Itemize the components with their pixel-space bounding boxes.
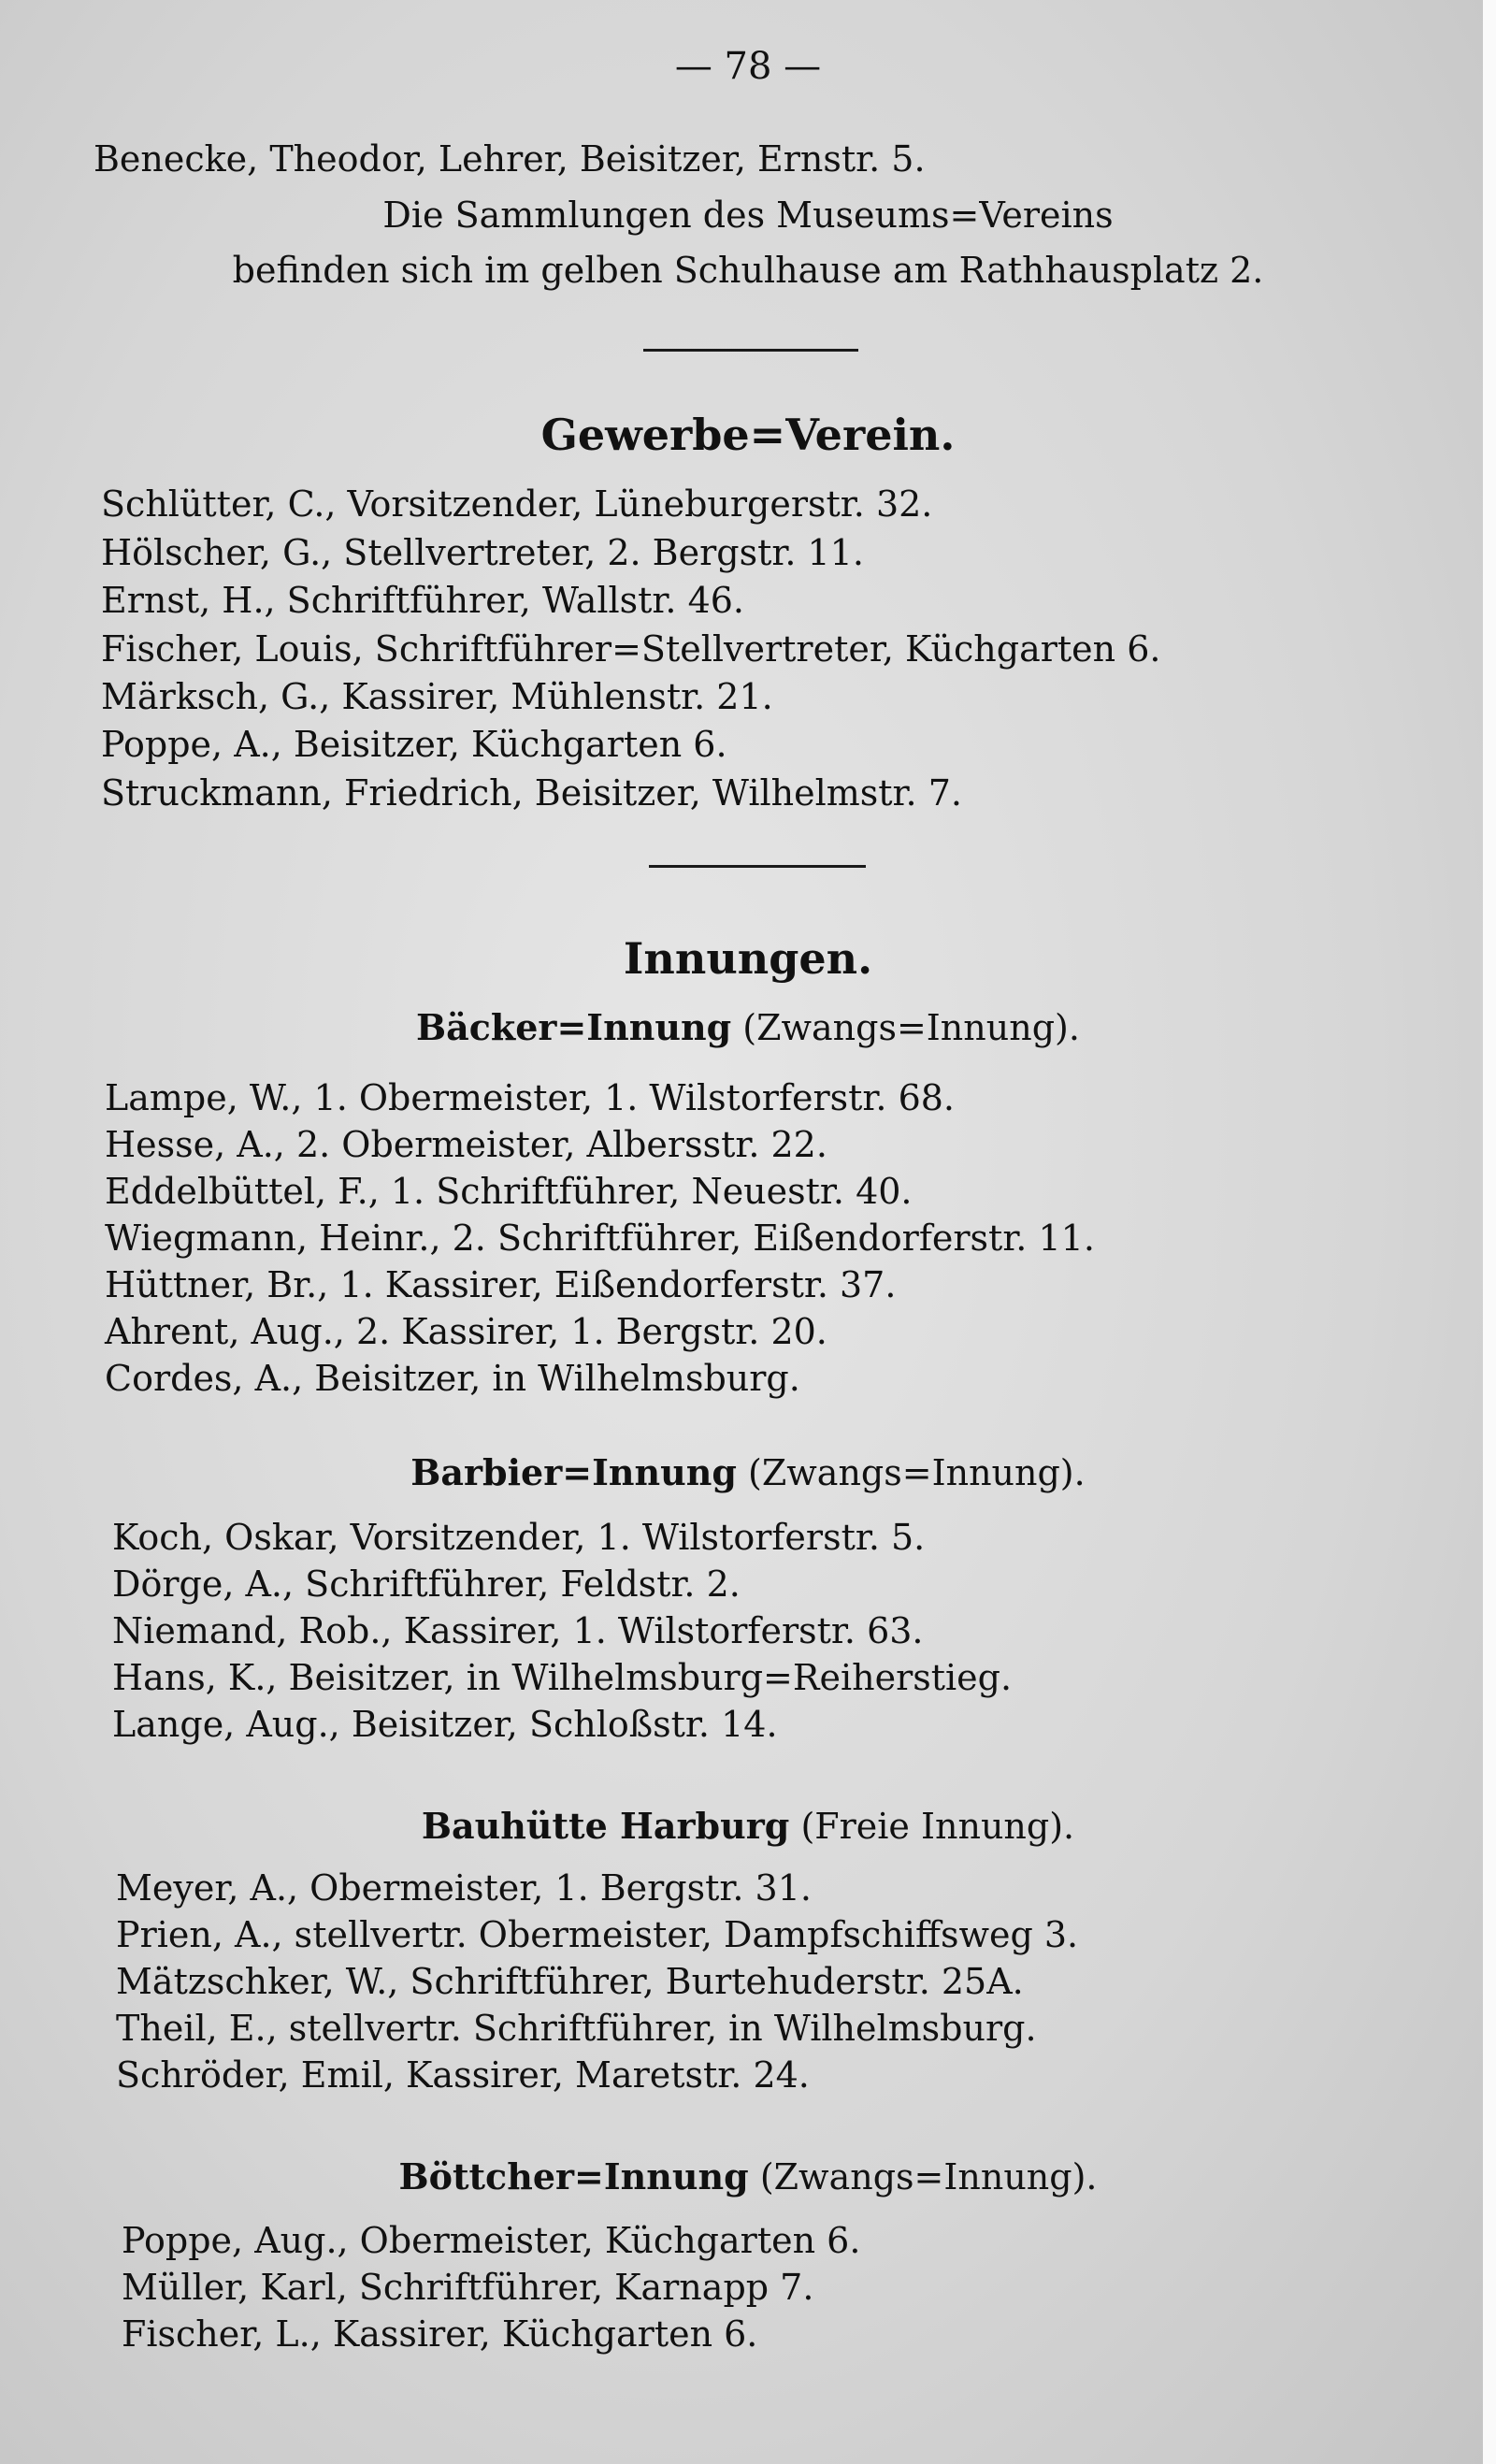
section-divider — [643, 349, 858, 352]
note-line-2: befinden sich im gelben Schulhause am Rathhausplatz 2. — [232, 250, 1264, 291]
gewerbe-member-3: Ernst, H., Schriftführer, Wallstr. 46. — [101, 580, 745, 621]
guild-type: (Zwangs=Innung). — [759, 2156, 1098, 2197]
note-line-1: Die Sammlungen des Museums=Vereins — [382, 195, 1114, 236]
barbier-member-5: Lange, Aug., Beisitzer, Schloßstr. 14. — [112, 1704, 778, 1745]
barbier-member-1: Koch, Oskar, Vorsitzender, 1. Wilstorferstr. 5. — [112, 1517, 926, 1558]
guild-heading-bauhuette — [0, 1805, 1496, 1847]
baecker-member-6: Ahrent, Aug., 2. Kassirer, 1. Bergstr. 20. — [105, 1311, 827, 1352]
guild-name: Barbier=Innung — [410, 1451, 737, 1493]
barbier-member-3: Niemand, Rob., Kassirer, 1. Wilstorferstr. 63. — [112, 1610, 924, 1651]
guild-type: (Freie Innung). — [800, 1806, 1075, 1847]
section-divider — [649, 865, 866, 868]
baecker-member-1: Lampe, W., 1. Obermeister, 1. Wilstorferstr. 68. — [105, 1077, 956, 1118]
bauhuette-member-2: Prien, A., stellvertr. Obermeister, Dampfschiffsweg 3. — [116, 1914, 1079, 1955]
baecker-member-7: Cordes, A., Beisitzer, in Wilhelmsburg. — [105, 1358, 800, 1399]
boettcher-member-2: Müller, Karl, Schriftführer, Karnapp 7. — [122, 2267, 814, 2308]
bauhuette-member-5: Schröder, Emil, Kassirer, Maretstr. 24. — [116, 2054, 810, 2096]
boettcher-member-3: Fischer, L., Kassirer, Küchgarten 6. — [122, 2313, 758, 2355]
guild-name: Bäcker=Innung — [416, 1006, 732, 1048]
section-title-innungen: Innungen. — [623, 933, 873, 984]
gewerbe-member-6: Poppe, A., Beisitzer, Küchgarten 6. — [101, 724, 727, 765]
baecker-member-5: Hüttner, Br., 1. Kassirer, Eißendorferstr. 37. — [105, 1264, 897, 1305]
boettcher-member-1: Poppe, Aug., Obermeister, Küchgarten 6. — [122, 2220, 861, 2261]
page-number: — 78 — — [674, 45, 822, 88]
guild-type: (Zwangs=Innung). — [742, 1007, 1080, 1048]
gewerbe-member-1: Schlütter, C., Vorsitzender, Lüneburgerstr. 32. — [101, 483, 933, 525]
bauhuette-member-4: Theil, E., stellvertr. Schriftführer, in Wilhelmsburg. — [116, 2008, 1037, 2049]
guild-heading-barbier — [0, 1451, 1496, 1493]
bauhuette-member-3: Mätzschker, W., Schriftführer, Burtehuderstr. 25A. — [116, 1961, 1024, 2002]
intro-line: Benecke, Theodor, Lehrer, Beisitzer, Ernstr. 5. — [94, 138, 926, 180]
gewerbe-member-5: Märksch, G., Kassirer, Mühlenstr. 21. — [101, 676, 773, 717]
gewerbe-member-7: Struckmann, Friedrich, Beisitzer, Wilhelmstr. 7. — [101, 772, 962, 814]
guild-name: Böttcher=Innung — [398, 2155, 749, 2197]
baecker-member-3: Eddelbüttel, F., 1. Schriftführer, Neuestr. 40. — [105, 1171, 913, 1212]
gewerbe-member-2: Hölscher, G., Stellvertreter, 2. Bergstr. 11. — [101, 532, 864, 573]
guild-heading-boettcher — [0, 2155, 1496, 2197]
guild-type: (Zwangs=Innung). — [748, 1452, 1086, 1493]
baecker-member-4: Wiegmann, Heinr., 2. Schriftführer, Eißendorferstr. 11. — [105, 1218, 1095, 1259]
guild-heading-baecker — [0, 1006, 1496, 1048]
barbier-member-2: Dörge, A., Schriftführer, Feldstr. 2. — [112, 1563, 741, 1605]
baecker-member-2: Hesse, A., 2. Obermeister, Albersstr. 22. — [105, 1124, 827, 1165]
section-title-gewerbe: Gewerbe=Verein. — [540, 410, 956, 460]
barbier-member-4: Hans, K., Beisitzer, in Wilhelmsburg=Reiherstieg. — [112, 1657, 1013, 1698]
gewerbe-member-4: Fischer, Louis, Schriftführer=Stellvertreter, Küchgarten 6. — [101, 628, 1161, 670]
guild-name: Bauhütte Harburg — [421, 1805, 790, 1847]
page-edge — [1483, 0, 1496, 2464]
bauhuette-member-1: Meyer, A., Obermeister, 1. Bergstr. 31. — [116, 1867, 812, 1909]
